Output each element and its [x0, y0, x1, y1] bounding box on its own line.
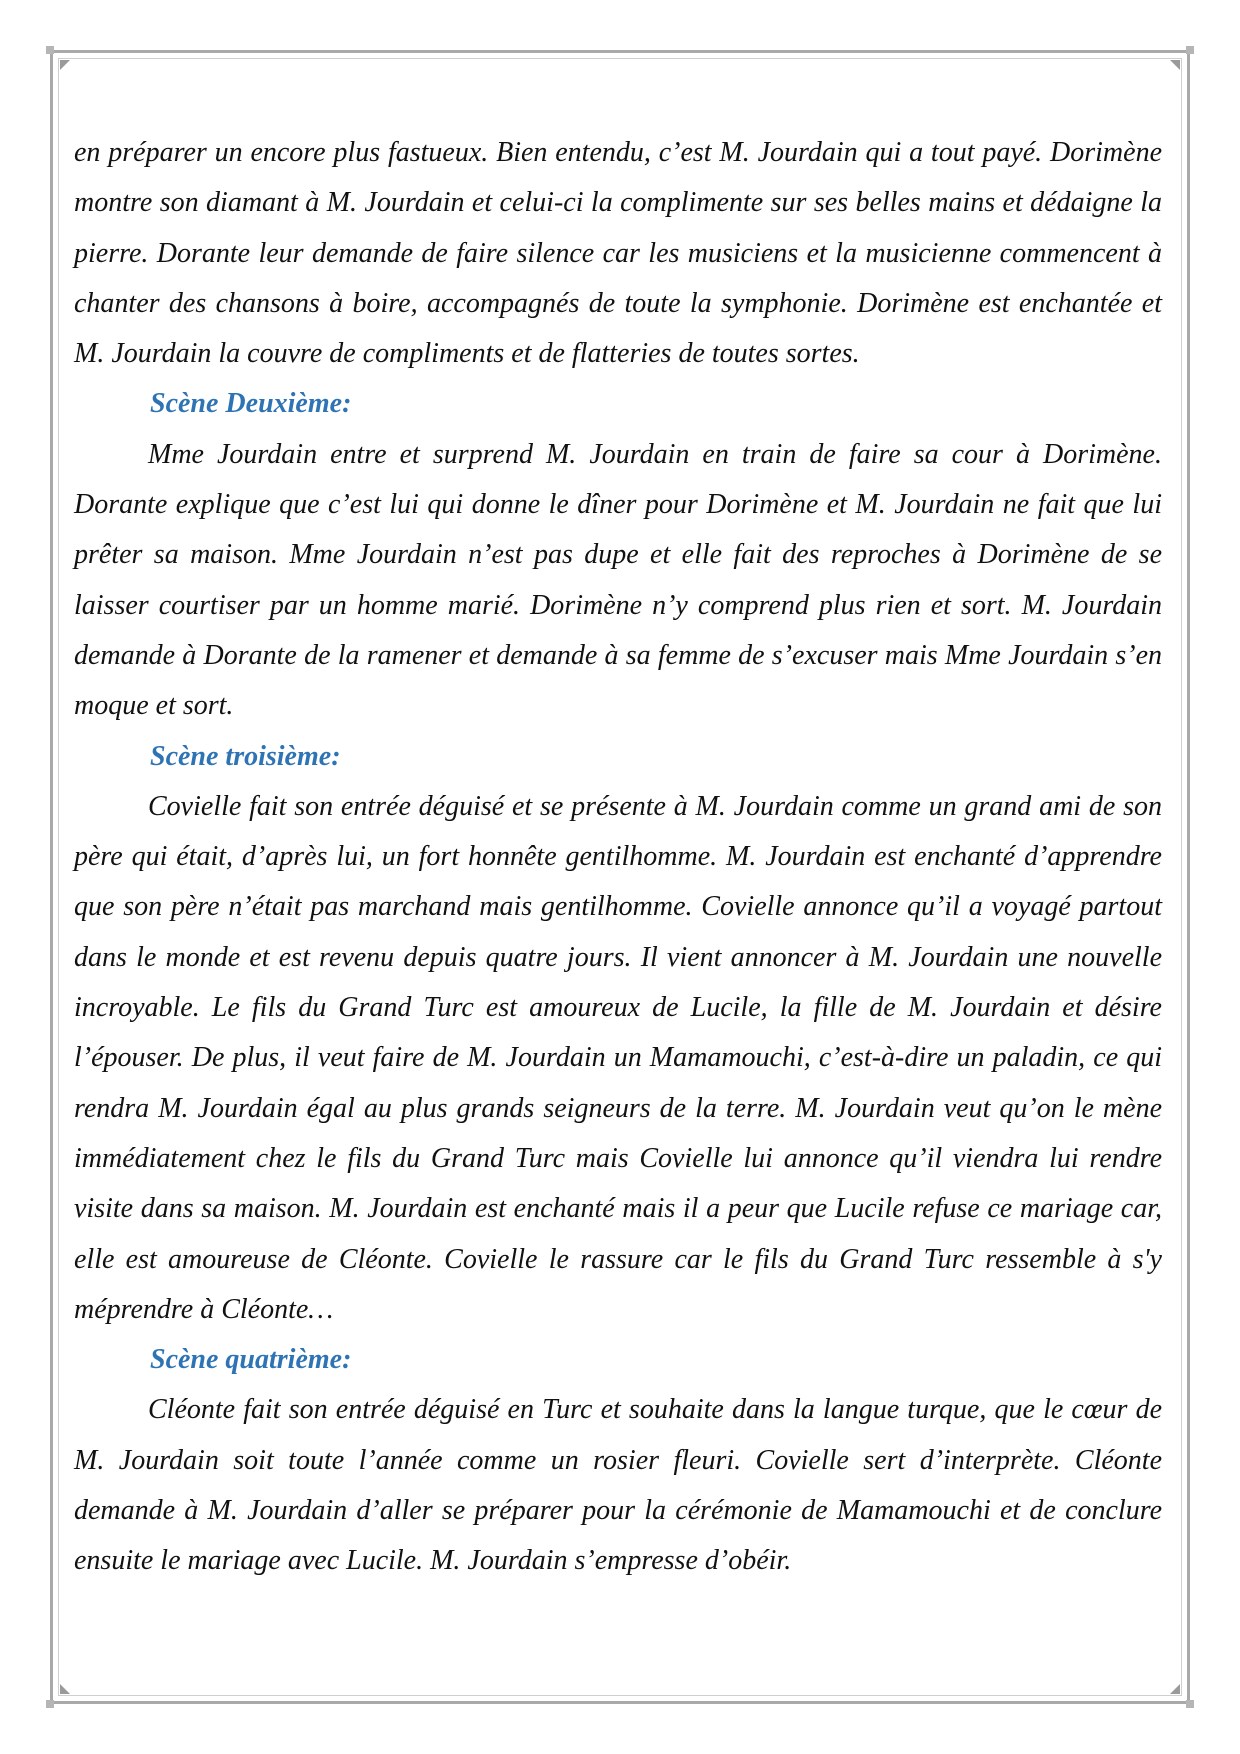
paragraph-scene-troisieme: Covielle fait son entrée déguisé et se présente à M. Jourdain comme un grand ami de son père qui était, d’après lui, un fort honnête gentilhomme. M. Jourdain est enchanté d’apprendre que son père n’était pas marchand mais gentilhomme. Covielle annonce qu’il a voyagé partout dans le monde et est revenu depuis quatre jours. Il vient annoncer à M. Jourdain une nouvelle incroyable. Le fils du Grand Turc est amoureux de Lucile, la fille de M. Jourdain et désire l’épouser. De plus, il veut faire de M. Jourdain un Mamamouchi, c’est-à-dire un paladin, ce qui rendra M. Jourdain égal au plus grands seigneurs de la terre. M. Jourdain veut qu’on le mène immédiatement chez le fils du Grand Turc mais Covielle lui annonce qu’il viendra lui rendre visite dans sa maison. M. Jourdain est enchanté mais il a peur que Lucile refuse ce mariage car, elle est amoureuse de Cléonte. Covielle le rassure car le fils du Grand Turc ressemble à s'y méprendre à Cléonte…: [74, 790, 1162, 1325]
paragraph-scene-deuxieme: Mme Jourdain entre et surprend M. Jourdain en train de faire sa cour à Dorimène. Dorante explique que c’est lui qui donne le dîner pour Dorimène et M. Jourdain ne fait que lui prêter sa maison. Mme Jourdain n’est pas dupe et elle fait des reproches à Dorimène de se laisser courtiser par un homme marié. Dorimène n’y comprend plus rien et sort. M. Jourdain demande à Dorante de la ramener et demande à sa femme de s’excuser mais Mme Jourdain s’en moque et sort.: [74, 438, 1162, 722]
document-body: [74, 128, 1162, 1587]
heading-scene-deuxieme: Scène Deuxième:: [150, 388, 352, 420]
corner-ornament-bottom-left: [60, 1684, 70, 1694]
paragraph-scene-one-continued: en préparer un encore plus fastueux. Bien entendu, c’est M. Jourdain qui a tout payé. Dorimène montre son diamant à M. Jourdain et celui-ci la complimente sur ses belles mains et dédaigne la pierre. Dorante leur demande de faire silence car les musiciens et la musicienne commencent à chanter des chansons à boire, accompagnés de toute la symphonie. Dorimène est enchantée et M. Jourdain la couvre de compliments et de flatteries de toutes sortes.: [74, 137, 1162, 370]
corner-square-bottom-left: [46, 1700, 54, 1708]
corner-square-top-right: [1186, 46, 1194, 54]
paragraph-scene-quatrieme: Cléonte fait son entrée déguisé en Turc et souhaite dans la langue turque, que le cœur de M. Jourdain soit toute l’année comme un rosier fleuri. Covielle sert d’interprète. Cléonte demande à M. Jourdain d’aller se préparer pour la cérémonie de Mamamouchi et de conclure ensuite le mariage avec Lucile. M. Jourdain s’empresse d’obéir.: [74, 1394, 1162, 1577]
corner-ornament-top-right: [1170, 60, 1180, 70]
corner-ornament-top-left: [60, 60, 70, 70]
corner-square-bottom-right: [1186, 1700, 1194, 1708]
corner-ornament-bottom-right: [1170, 1684, 1180, 1694]
heading-scene-quatrieme: Scène quatrième:: [150, 1344, 352, 1376]
heading-scene-troisieme: Scène troisième:: [150, 740, 341, 772]
corner-square-top-left: [46, 46, 54, 54]
